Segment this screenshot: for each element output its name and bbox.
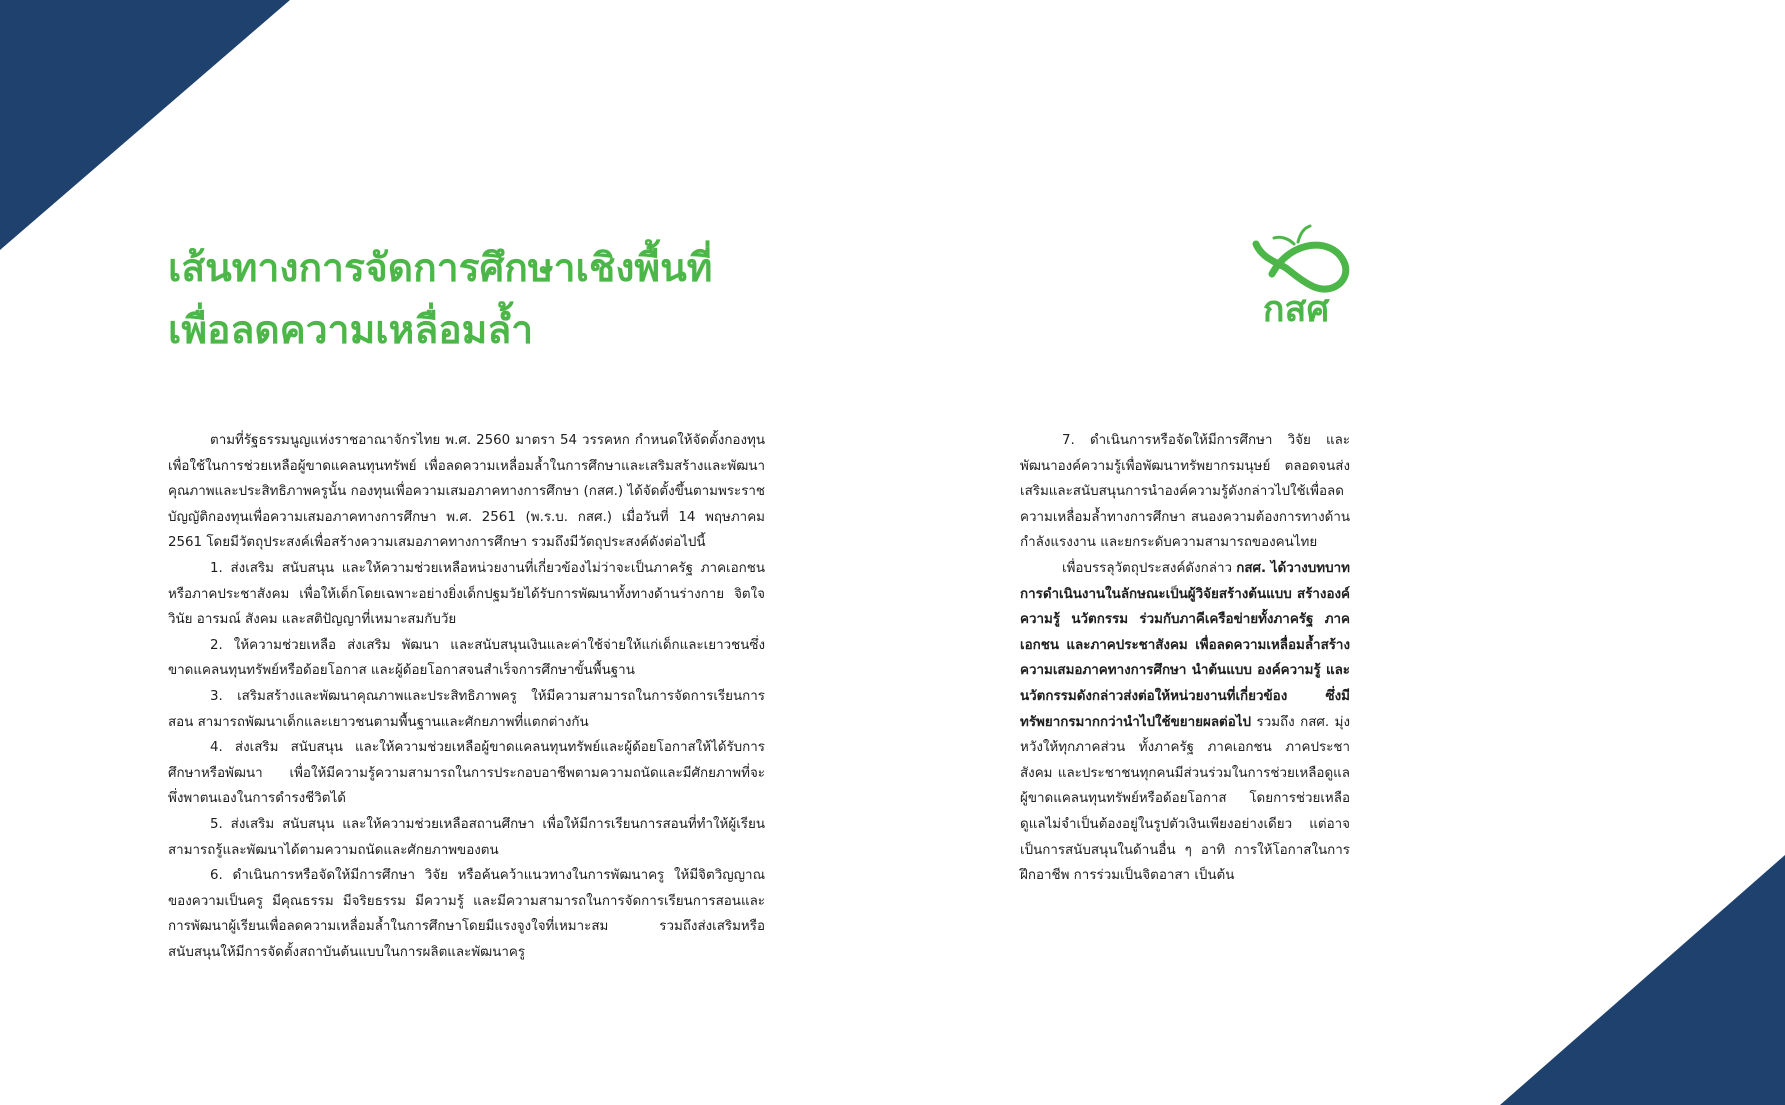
- summary-paragraph: [1020, 556, 1350, 889]
- summary-text-end: รวมถึง กสศ. มุ่งหวังให้ทุกภาคส่วน ทั้งภาครัฐ ภาคเอกชน ภาคประชาสังคม และประชาชนทุกคนมีส่วนร่วมในการช่วยเหลือดูแลผู้ขาดแคลนทุนทรัพย์หรือด้อยโอกาส โดยการช่วยเหลือดูแลไม่จำเป็นต้องอยู่ในรูปตัวเงินเพียงอย่างเดียว แต่อาจเป็นการสนับสนุนในด้านอื่น ๆ อาทิ การให้โอกาสในการฝึกอาชีพ การร่วมเป็นจิตอาสา เป็นต้น: [1020, 714, 1350, 884]
- intro-paragraph: ตามที่รัฐธรรมนูญแห่งราชอาณาจักรไทย พ.ศ. 2560 มาตรา 54 วรรคหก กำหนดให้จัดตั้งกองทุนเพื่อใช้ในการช่วยเหลือผู้ขาดแคลนทุนทรัพย์ เพื่อลดความเหลื่อมล้ำในการศึกษาและเสริมสร้างและพัฒนาคุณภาพและประสิทธิภาพครูนั้น กองทุนเพื่อความเสมอภาคทางการศึกษา (กสศ.) ได้จัดตั้งขึ้นตามพระราชบัญญัติกองทุนเพื่อความเสมอภาคทางการศึกษา พ.ศ. 2561 (พ.ร.บ. กสศ.) เมื่อวันที่ 14 พฤษภาคม 2561 โดยมีวัตถุประสงค์เพื่อสร้างความเสมอภาคทางการศึกษา รวมถึงมีวัตถุประสงค์ดังต่อไปนี้: [168, 433, 765, 551]
- left-column: [168, 428, 765, 965]
- list-item: 1. ส่งเสริม สนับสนุน และให้ความช่วยเหลือหน่วยงานที่เกี่ยวข้องไม่ว่าจะเป็นภาครัฐ ภาคเอกชน หรือภาคประชาสังคม เพื่อให้เด็กโดยเฉพาะอย่างยิ่งเด็กปฐมวัยได้รับการพัฒนาทั้งทางด้านร่างกาย จิตใจ วินัย อารมณ์ สังคม และสติปัญญาที่เหมาะสมกับวัย: [168, 560, 765, 628]
- title-line-1: เส้นทางการจัดการศึกษาเชิงพื้นที่: [168, 246, 713, 291]
- summary-text-bold: กสศ. ได้วางบทบาทการดำเนินงานในลักษณะเป็นผู้วิจัยสร้างต้นแบบ สร้างองค์ความรู้ นวัตกรรม ร่วมกับภาคีเครือข่ายทั้งภาครัฐ ภาคเอกชน และภาคประชาสังคม เพื่อลดความเหลื่อมล้ำสร้างความเสมอภาคทางการศึกษา นำต้นแบบ องค์ความรู้ และนวัตกรรมดังกล่าวส่งต่อให้หน่วยงานที่เกี่ยวข้อง ซึ่งมีทรัพยากรมากกว่านำไปใช้ขยายผลต่อไป: [1020, 560, 1350, 730]
- right-column: [1020, 428, 1350, 889]
- list-item: 2. ให้ความช่วยเหลือ ส่งเสริม พัฒนา และสนับสนุนเงินและค่าใช้จ่ายให้แก่เด็กและเยาวชนซึ่งขาดแคลนทุนทรัพย์หรือด้อยโอกาส และผู้ด้อยโอกาสจนสำเร็จการศึกษาขั้นพื้นฐาน: [168, 637, 765, 679]
- summary-text-start: เพื่อบรรลุวัตถุประสงค์ดังกล่าว: [1062, 560, 1237, 576]
- list-item: 4. ส่งเสริม สนับสนุน และให้ความช่วยเหลือผู้ขาดแคลนทุนทรัพย์และผู้ด้อยโอกาสให้ได้รับการศึกษาหรือพัฒนา เพื่อให้มีความรู้ความสามารถในการประกอบอาชีพตามความถนัดและมีศักยภาพที่จะพึ่งพาตนเองในการดำรงชีวิตได้: [168, 740, 765, 807]
- title-line-2: เพื่อลดความเหลื่อมล้ำ: [168, 308, 534, 353]
- list-item: 3. เสริมสร้างและพัฒนาคุณภาพและประสิทธิภาพครู ให้มีความสามารถในการจัดการเรียนการสอน สามารถพัฒนาเด็กและเยาวชนตามพื้นฐานและศักยภาพที่แตกต่างกัน: [168, 688, 765, 730]
- corner-triangle-bottom-right: [1500, 855, 1785, 1105]
- list-item: 5. ส่งเสริม สนับสนุน และให้ความช่วยเหลือสถานศึกษา เพื่อให้มีการเรียนการสอนที่ทำให้ผู้เรียนสามารถรู้และพัฒนาได้ตามความถนัดและศักยภาพของตน: [168, 816, 765, 858]
- page-title: [168, 238, 808, 362]
- list-item: 7. ดำเนินการหรือจัดให้มีการศึกษา วิจัย และพัฒนาองค์ความรู้เพื่อพัฒนาทรัพยากรมนุษย์ ตลอดจนส่งเสริมและสนับสนุนการนำองค์ความรู้ดังกล่าวไปใช้เพื่อลดความเหลื่อมล้ำทางการศึกษา สนองความต้องการทางด้านกำลังแรงงาน และยกระดับความสามารถของคนไทย: [1020, 433, 1350, 551]
- logo-text: กสศ: [1262, 289, 1330, 330]
- corner-triangle-top-left: [0, 0, 290, 250]
- list-item: 6. ดำเนินการหรือจัดให้มีการศึกษา วิจัย หรือค้นคว้าแนวทางในการพัฒนาครู ให้มีจิตวิญญาณของความเป็นครู มีคุณธรรม มีจริยธรรม มีความรู้ และมีความสามารถในการจัดการเรียนการสอนและการพัฒนาผู้เรียนเพื่อลดความเหลื่อมล้ำในการศึกษาโดยมีแรงจูงใจที่เหมาะสม รวมถึงส่งเสริมหรือสนับสนุนให้มีการจัดตั้งสถาบันต้นแบบในการผลิตและพัฒนาครู: [168, 868, 765, 960]
